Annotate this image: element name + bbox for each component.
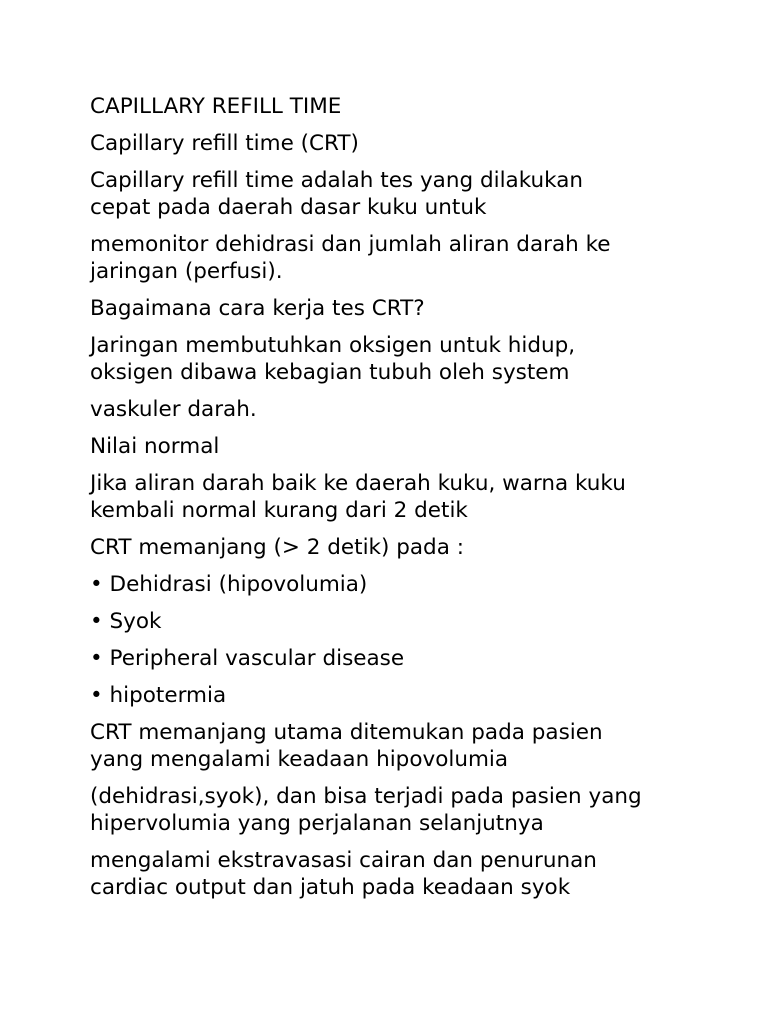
paragraph-purpose: memonitor dehidrasi dan jumlah aliran darah ke jaringan (perfusi). <box>90 232 611 284</box>
document-title: CAPILLARY REFILL TIME <box>90 94 342 119</box>
paragraph-mechanism: Jaringan membutuhkan oksigen untuk hidup, oksigen dibawa kebagian tubuh oleh system <box>90 333 576 385</box>
list-item: • Dehidrasi (hipovolumia) <box>90 572 368 597</box>
list-item: • Syok <box>90 609 162 634</box>
document-subtitle: Capillary refill time (CRT) <box>90 131 359 156</box>
paragraph-definition: Capillary refill time adalah tes yang dilakukan cepat pada daerah dasar kuku untuk <box>90 168 584 220</box>
list-item: • hipotermia <box>90 683 227 708</box>
question-heading: Bagaimana cara kerja tes CRT? <box>90 296 425 321</box>
paragraph-prolonged-main: CRT memanjang utama ditemukan pada pasien yang mengalami keadaan hipovolumia <box>90 720 603 772</box>
paragraph-mechanism-cont: vaskuler darah. <box>90 397 257 422</box>
paragraph-prolonged-end: mengalami ekstravasasi cairan dan penurunan cardiac output dan jatuh pada keadaan syok <box>90 848 597 900</box>
document-body <box>90 93 730 911</box>
prolonged-heading: CRT memanjang (> 2 detik) pada : <box>90 535 464 560</box>
paragraph-normal-value: Jika aliran darah baik ke daerah kuku, warna kuku kembali normal kurang dari 2 detik <box>90 471 626 523</box>
normal-value-heading: Nilai normal <box>90 434 220 459</box>
paragraph-prolonged-cont: (dehidrasi,syok), dan bisa terjadi pada pasien yang hipervolumia yang perjalanan selanjutnya <box>90 784 642 836</box>
list-item: • Peripheral vascular disease <box>90 646 405 671</box>
